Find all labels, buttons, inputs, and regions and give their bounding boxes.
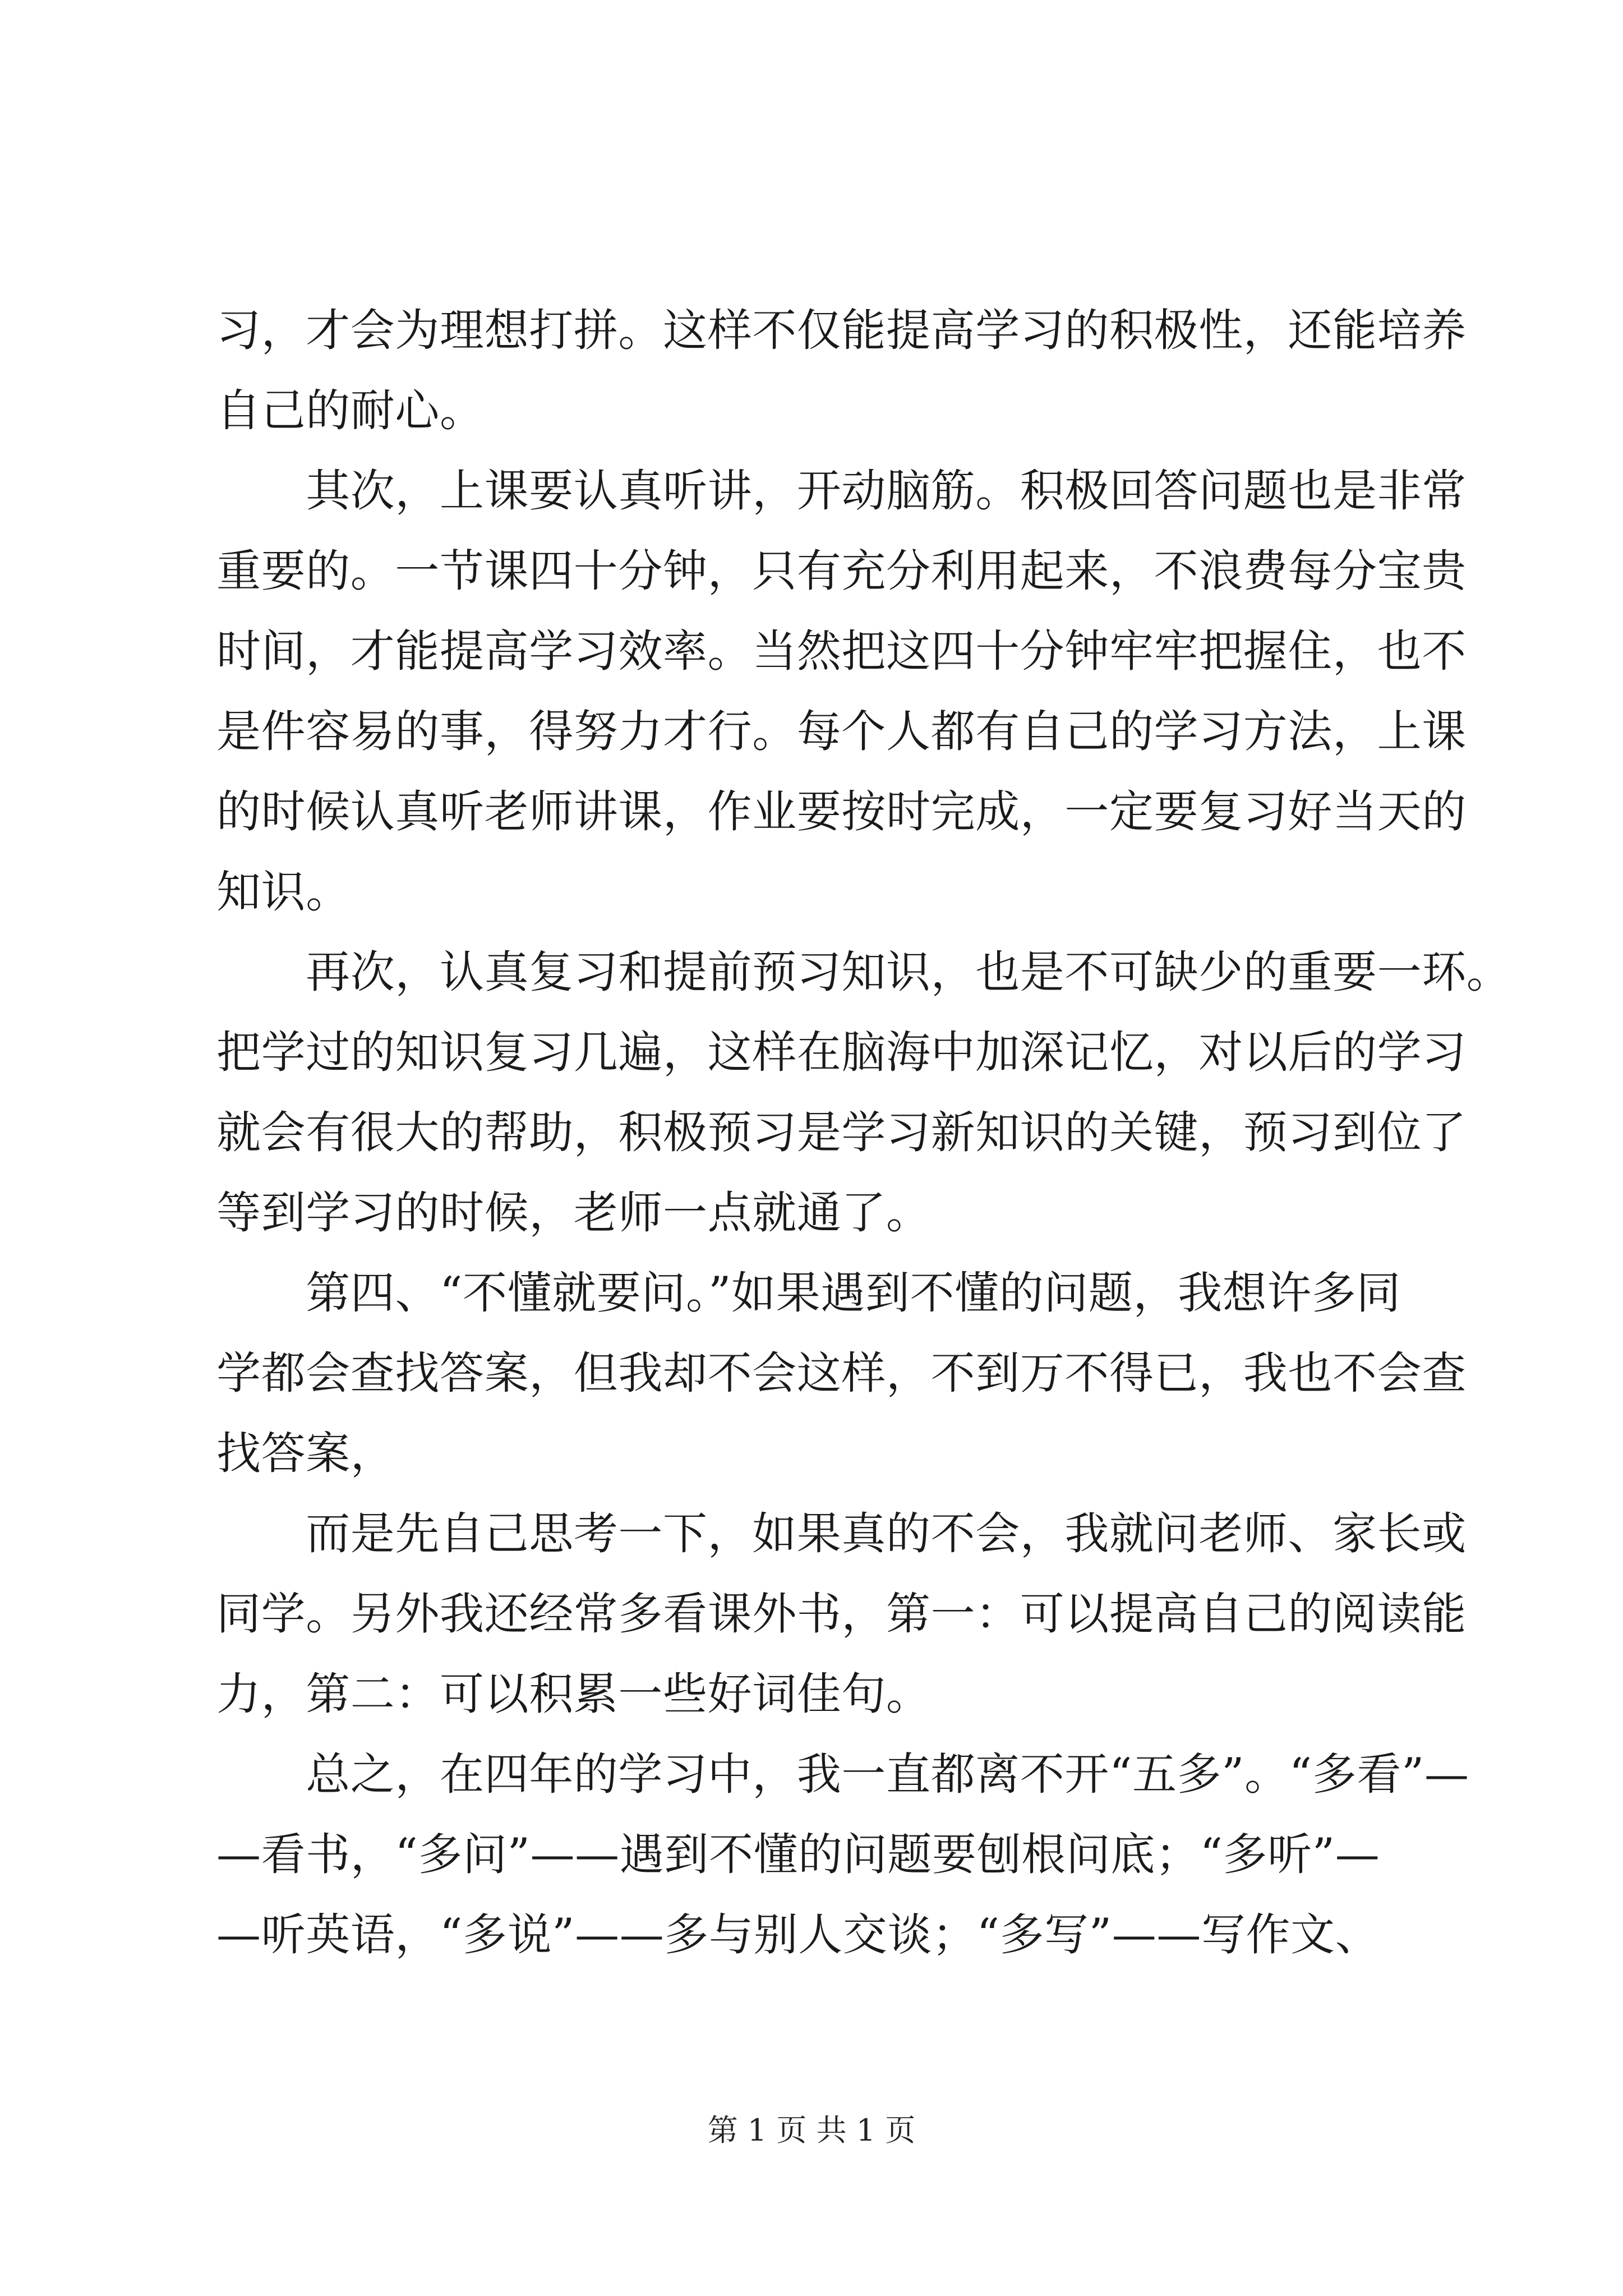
text-line: 其次，上课要认真听讲，开动脑筋。积极回答问题也是非常 bbox=[216, 465, 1467, 517]
text-line: —看书，“多问”——遇到不懂的问题要刨根问底；“多听”— bbox=[216, 1829, 1380, 1880]
text-line: 学都会查找答案，但我却不会这样，不到万不得已，我也不会查 bbox=[216, 1347, 1467, 1399]
text-line: 重要的。一节课四十分钟，只有充分利用起来，不浪费每分宝贵 bbox=[216, 545, 1467, 597]
text-line: 时间，才能提高学习效率。当然把这四十分钟牢牢把握住，也不 bbox=[216, 625, 1467, 677]
text-line: 把学过的知识复习几遍，这样在脑海中加深记忆，对以后的学习 bbox=[216, 1027, 1467, 1078]
text-line: 是件容易的事，得努力才行。每个人都有自己的学习方法，上课 bbox=[216, 706, 1467, 757]
paragraph-1 bbox=[216, 291, 1467, 451]
text-line: 等到学习的时候，老师一点就通了。 bbox=[216, 1187, 931, 1239]
page-number-label: 第 1 页 共 1 页 bbox=[707, 2113, 916, 2148]
text-line: 习，才会为理想打拼。这样不仅能提高学习的积极性，还能培养 bbox=[216, 305, 1467, 356]
text-line: —听英语，“多说”——多与别人交谈；“多写”——写作文、 bbox=[216, 1909, 1380, 1961]
text-line: 知识。 bbox=[216, 866, 351, 918]
paragraph-5 bbox=[216, 1494, 1467, 1734]
text-line: 就会有很大的帮助，积极预习是学习新知识的关键，预习到位了 bbox=[216, 1107, 1467, 1158]
text-line: 同学。另外我还经常多看课外书，第一：可以提高自己的阅读能 bbox=[216, 1588, 1467, 1640]
document-body bbox=[216, 291, 1511, 1975]
text-line: 再次，认真复习和提前预习知识，也是不可缺少的重要一环。 bbox=[216, 946, 1511, 998]
text-line: 力，第二：可以积累一些好词佳句。 bbox=[216, 1668, 931, 1720]
text-line: 第四、“不懂就要问。”如果遇到不懂的问题，我想许多同 bbox=[216, 1267, 1401, 1319]
text-line: 总之，在四年的学习中，我一直都离不开“五多”。“多看”— bbox=[216, 1749, 1469, 1800]
paragraph-2 bbox=[216, 451, 1467, 932]
page-footer bbox=[0, 2106, 1623, 2150]
paragraph-6 bbox=[216, 1734, 1469, 1975]
text-line: 自己的耐心。 bbox=[216, 385, 485, 436]
paragraph-4 bbox=[216, 1253, 1467, 1494]
text-line: 的时候认真听老师讲课，作业要按时完成，一定要复习好当天的 bbox=[216, 786, 1467, 838]
text-line: 而是先自己思考一下，如果真的不会，我就问老师、家长或 bbox=[216, 1508, 1467, 1559]
text-line: 找答案， bbox=[216, 1428, 395, 1479]
paragraph-3 bbox=[216, 932, 1511, 1253]
